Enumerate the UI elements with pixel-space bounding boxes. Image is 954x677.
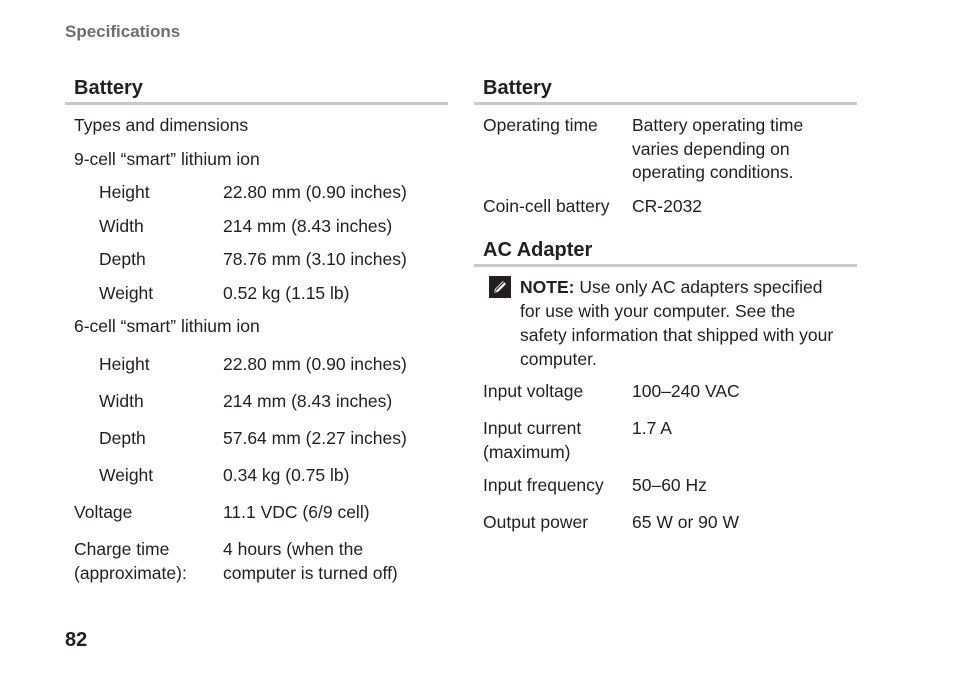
input-frequency-label: Input frequency [483,475,604,495]
spec-value: 78.76 mm (3.10 inches) [223,249,407,269]
types-dimensions-label: Types and dimensions [74,115,249,135]
spec-row [65,215,448,249]
spec-label: Height [99,354,150,374]
note-line: safety information that shipped with your [520,325,834,345]
note-pencil-icon [488,275,512,299]
spec-label: Width [99,215,144,236]
spec-value: 57.64 mm (2.27 inches) [223,428,407,448]
spec-label: Depth [99,428,146,448]
spec-row [65,248,448,282]
input-current-label-line: (maximum) [483,441,571,462]
charge-time-row [65,538,448,585]
spec-label: Height [99,182,150,202]
note-label: NOTE: [520,277,575,297]
input-current-label [474,417,632,474]
spec-row [65,427,448,464]
battery-specs-right [474,76,857,548]
input-current-label-line: Input current [483,418,582,438]
coin-cell-value: CR-2032 [632,196,703,216]
battery-specs-left [65,76,448,585]
cell6-label: 6-cell “smart” lithium ion [74,316,260,336]
spec-value: 0.52 kg (1.15 lb) [223,282,350,303]
spec-label: Weight [99,465,154,485]
charge-time-value-line: 4 hours (when the [223,539,364,559]
spec-label: Depth [99,249,146,269]
section-heading-battery: Battery [65,76,448,105]
voltage-row [65,501,448,538]
note-line: computer. [520,349,597,369]
operating-time-row [474,114,857,195]
voltage-label: Voltage [74,502,133,522]
output-power-label: Output power [483,512,589,532]
spec-label: Width [99,391,144,411]
charge-time-label [65,538,223,585]
spec-row [65,181,448,215]
charge-time-label-line: (approximate): [74,562,187,583]
input-voltage-value: 100–240 VAC [632,381,740,401]
operating-time-value [632,114,857,195]
spec-value: 214 mm (8.43 inches) [223,215,393,236]
spec-label: Weight [99,282,154,303]
input-voltage-label: Input voltage [483,381,584,401]
spec-row [65,464,448,501]
coin-cell-label: Coin-cell battery [483,196,610,216]
operating-time-line: Battery operating time [632,115,804,135]
coin-cell-row [474,195,857,233]
note-line: for use with your computer. See the [520,301,796,321]
section-heading-battery: Battery [474,76,857,105]
operating-time-label: Operating time [483,115,598,135]
spec-value: 22.80 mm (0.90 inches) [223,182,407,202]
output-power-value: 65 W or 90 W [632,512,739,532]
note-line: Use only AC adapters specified [574,277,823,297]
section-heading-ac-adapter: AC Adapter [474,238,857,267]
input-voltage-row [474,380,857,417]
spec-row [65,282,448,316]
input-frequency-value: 50–60 Hz [632,475,707,495]
charge-time-value-line: computer is turned off) [223,562,398,583]
charge-time-value [223,538,448,585]
charge-time-label-line: Charge time [74,539,170,559]
note-text [520,275,833,371]
note-box [474,267,857,371]
input-current-row [474,417,857,474]
page-number: 82 [65,629,88,651]
input-frequency-row [474,474,857,511]
spec-row [65,390,448,427]
running-head: Specifications [65,22,181,41]
operating-time-line: varies depending on [632,138,790,159]
spec-value: 0.34 kg (0.75 lb) [223,465,350,485]
spec-value: 22.80 mm (0.90 inches) [223,354,407,374]
input-current-value: 1.7 A [632,418,672,438]
spec-value: 214 mm (8.43 inches) [223,391,393,411]
operating-time-line: operating conditions. [632,162,794,182]
spec-row [65,353,448,390]
voltage-value: 11.1 VDC (6/9 cell) [223,502,370,522]
cell9-label: 9-cell “smart” lithium ion [74,148,260,169]
output-power-row [474,511,857,548]
